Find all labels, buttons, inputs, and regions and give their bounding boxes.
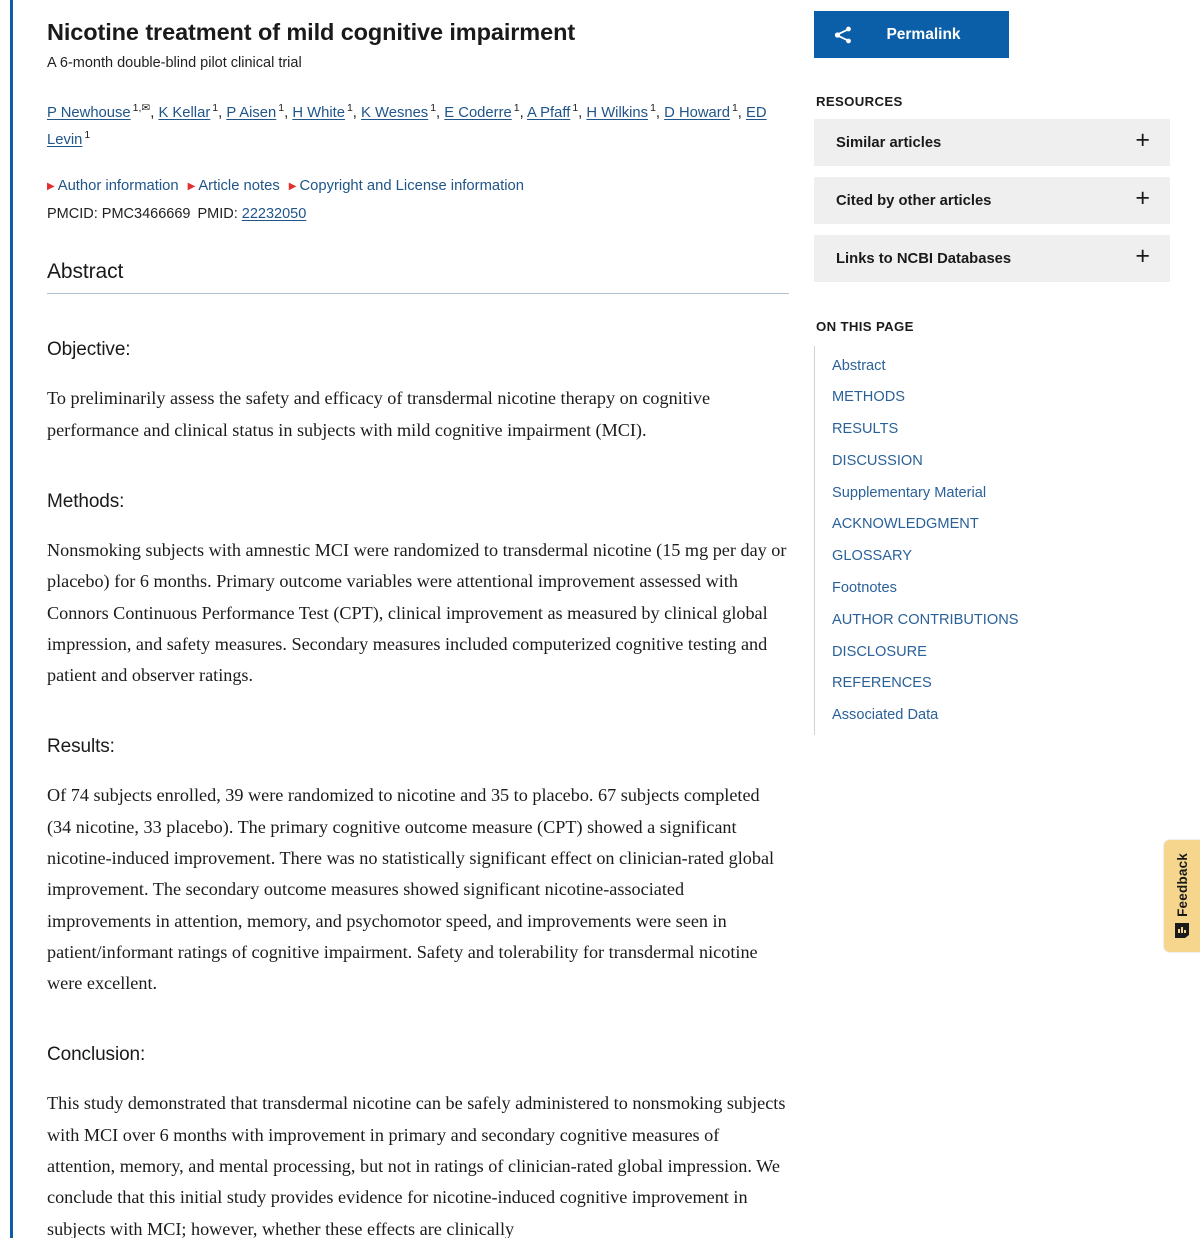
author-link[interactable]: ED Levin bbox=[47, 104, 767, 149]
author-link[interactable]: D Howard bbox=[664, 104, 730, 121]
author-link[interactable]: K Kellar bbox=[158, 104, 211, 121]
toc-list-item bbox=[815, 572, 1170, 604]
author-separator: , bbox=[436, 104, 445, 121]
author-affiliation-marker: 1 bbox=[430, 102, 437, 115]
section-heading-conclusion: Conclusion: bbox=[47, 1044, 146, 1066]
toc-link-disclosure[interactable]: DISCLOSURE bbox=[832, 643, 927, 660]
page-title: Nicotine treatment of mild cognitive impairment bbox=[47, 19, 576, 45]
author-separator: , bbox=[655, 104, 665, 121]
author-link[interactable]: P Aisen bbox=[226, 104, 277, 121]
author-separator: , bbox=[218, 104, 227, 121]
toc-list-item bbox=[815, 668, 1170, 700]
plus-icon[interactable]: + bbox=[1135, 126, 1150, 154]
left-blue-rail bbox=[10, 0, 13, 1238]
toc-list-item bbox=[815, 445, 1170, 477]
toc-link-references[interactable]: REFERENCES bbox=[832, 675, 932, 692]
author-separator: , bbox=[578, 104, 587, 121]
section-text-results: Of 74 subjects enrolled, 39 were randomized to nicotine and 35 to placebo. 67 subjects completed (34 nicotine, 33 placebo). The primary cognitive outcome measure (CPT) showed a significant nicotine-induced improvement. There was no statistically significant effect on clinician-rated global improvement. The secondary outcome measures showed significant nicotine-associated improvements in attention, memory, and psychomotor speed, and improvements were seen in patient/informant ratings of cognitive impairment. Safety and tolerability for transdermal nicotine were excellent. bbox=[47, 785, 775, 994]
toc-list-item bbox=[815, 350, 1170, 382]
toc-link-author-contributions[interactable]: AUTHOR CONTRIBUTIONS bbox=[832, 611, 1019, 628]
toc-list-item bbox=[815, 477, 1170, 509]
pmid-label: PMID: bbox=[197, 206, 238, 223]
toc-link-abstract[interactable]: Abstract bbox=[832, 357, 886, 374]
pmcid-label: PMCID: PMC3466669 bbox=[47, 206, 191, 223]
section-heading-objective: Objective: bbox=[47, 339, 131, 361]
author-affiliation-marker: 1 bbox=[513, 102, 520, 115]
resource-item-ncbi-databases[interactable] bbox=[814, 235, 1170, 282]
toc-list-item bbox=[815, 414, 1170, 446]
resource-label: Similar articles bbox=[836, 134, 942, 151]
toc-list-item bbox=[815, 636, 1170, 668]
article-info-links bbox=[47, 175, 800, 199]
toc-list-item bbox=[815, 509, 1170, 541]
resource-label: Cited by other articles bbox=[836, 192, 992, 209]
author-separator: , bbox=[150, 104, 159, 121]
author-affiliation-marker: 1 bbox=[212, 102, 219, 115]
section-heading-results: Results: bbox=[47, 736, 115, 758]
author-separator: , bbox=[352, 104, 362, 121]
chart-icon bbox=[1174, 922, 1190, 939]
feedback-label: Feedback bbox=[1174, 852, 1190, 917]
share-icon bbox=[832, 24, 854, 46]
author-link[interactable]: P Newhouse bbox=[47, 104, 131, 121]
copyright-license-link[interactable]: Copyright and License information bbox=[299, 177, 524, 194]
author-separator: , bbox=[737, 104, 747, 121]
toc-link-glossary[interactable]: GLOSSARY bbox=[832, 548, 913, 565]
permalink-label: Permalink bbox=[886, 25, 961, 43]
author-affiliation-marker: 1,✉ bbox=[132, 102, 151, 115]
on-this-page-title: ON THIS PAGE bbox=[816, 319, 914, 334]
toc-list-item bbox=[815, 604, 1170, 636]
toc-link-methods[interactable]: METHODS bbox=[832, 389, 905, 406]
on-this-page-list bbox=[814, 346, 1170, 735]
resource-label: Links to NCBI Databases bbox=[836, 250, 1012, 267]
author-affiliation-marker: 1 bbox=[572, 102, 579, 115]
toc-link-discussion[interactable]: DISCUSSION bbox=[832, 452, 923, 469]
author-separator: , bbox=[519, 104, 527, 121]
abstract-heading: Abstract bbox=[47, 260, 789, 294]
author-list bbox=[47, 100, 789, 155]
section-text-conclusion: This study demonstrated that transdermal nicotine can be safely administered to nonsmoking subjects with MCI over 6 months with improvement in primary and secondary cognitive measures of attention, memory, and mental processing, but not in ratings of clinician-rated global impression. We conclude that this initial study provides evidence for nicotine-induced cognitive improvement in subjects with MCI; however, whether these effects are clinically bbox=[47, 1093, 786, 1238]
author-link[interactable]: H White bbox=[292, 104, 345, 121]
plus-icon[interactable]: + bbox=[1135, 242, 1150, 270]
author-affiliation-marker: 1 bbox=[731, 102, 738, 115]
resources-title: RESOURCES bbox=[816, 94, 903, 109]
section-text-objective: To preliminarily assess the safety and efficacy of transdermal nicotine therapy on cognitive performance and clinical status in subjects with mild cognitive impairment (MCI). bbox=[47, 388, 711, 440]
author-link[interactable]: A Pfaff bbox=[526, 104, 571, 121]
triangle-right-icon: ▶ bbox=[47, 180, 55, 192]
toc-link-associated-data[interactable]: Associated Data bbox=[832, 707, 939, 724]
resources-list bbox=[814, 119, 1170, 282]
section-text-methods: Nonsmoking subjects with amnestic MCI were randomized to transdermal nicotine (15 mg per day or placebo) for 6 months. Primary outcome variables were attentional improvement assessed with Connors Continuous Performance Test (CPT), clinical improvement as measured by clinical global impression, and safety measures. Secondary measures included computerized cognitive testing and patient and observer ratings. bbox=[47, 539, 787, 686]
toc-link-footnotes[interactable]: Footnotes bbox=[832, 579, 897, 596]
article-subtitle: A 6-month double-blind pilot clinical trial bbox=[47, 55, 302, 72]
author-separator: , bbox=[284, 104, 293, 121]
plus-icon[interactable]: + bbox=[1135, 184, 1150, 212]
triangle-right-icon: ▶ bbox=[288, 180, 297, 192]
resource-item-cited-by[interactable] bbox=[814, 177, 1170, 224]
article-identifiers bbox=[47, 206, 800, 222]
author-link[interactable]: H Wilkins bbox=[586, 104, 649, 121]
pmid-link[interactable]: 22232050 bbox=[241, 206, 307, 223]
author-affiliation-marker: 1 bbox=[278, 102, 285, 115]
toc-list-item bbox=[815, 541, 1170, 573]
permalink-button[interactable] bbox=[814, 11, 1009, 58]
author-affiliation-marker: 1 bbox=[650, 102, 656, 115]
author-link[interactable]: K Wesnes bbox=[361, 104, 429, 121]
right-sidebar bbox=[800, 0, 1200, 1238]
author-affiliation-marker: 1 bbox=[346, 102, 353, 115]
author-link[interactable]: E Coderre bbox=[444, 104, 512, 121]
resource-item-similar-articles[interactable] bbox=[814, 119, 1170, 166]
toc-list-item bbox=[815, 700, 1170, 732]
article-notes-link[interactable]: Article notes bbox=[198, 177, 280, 194]
abstract-body bbox=[47, 339, 800, 1238]
feedback-tab[interactable] bbox=[1164, 840, 1200, 952]
author-affiliation-marker: 1 bbox=[84, 129, 91, 142]
triangle-right-icon: ▶ bbox=[187, 180, 196, 192]
toc-list-item bbox=[815, 382, 1170, 414]
toc-link-acknowledgment[interactable]: ACKNOWLEDGMENT bbox=[832, 516, 979, 533]
toc-link-supplementary-material[interactable]: Supplementary Material bbox=[832, 484, 987, 501]
author-information-link[interactable]: Author information bbox=[57, 177, 179, 194]
section-heading-methods: Methods: bbox=[47, 490, 125, 512]
toc-link-results[interactable]: RESULTS bbox=[832, 421, 899, 438]
